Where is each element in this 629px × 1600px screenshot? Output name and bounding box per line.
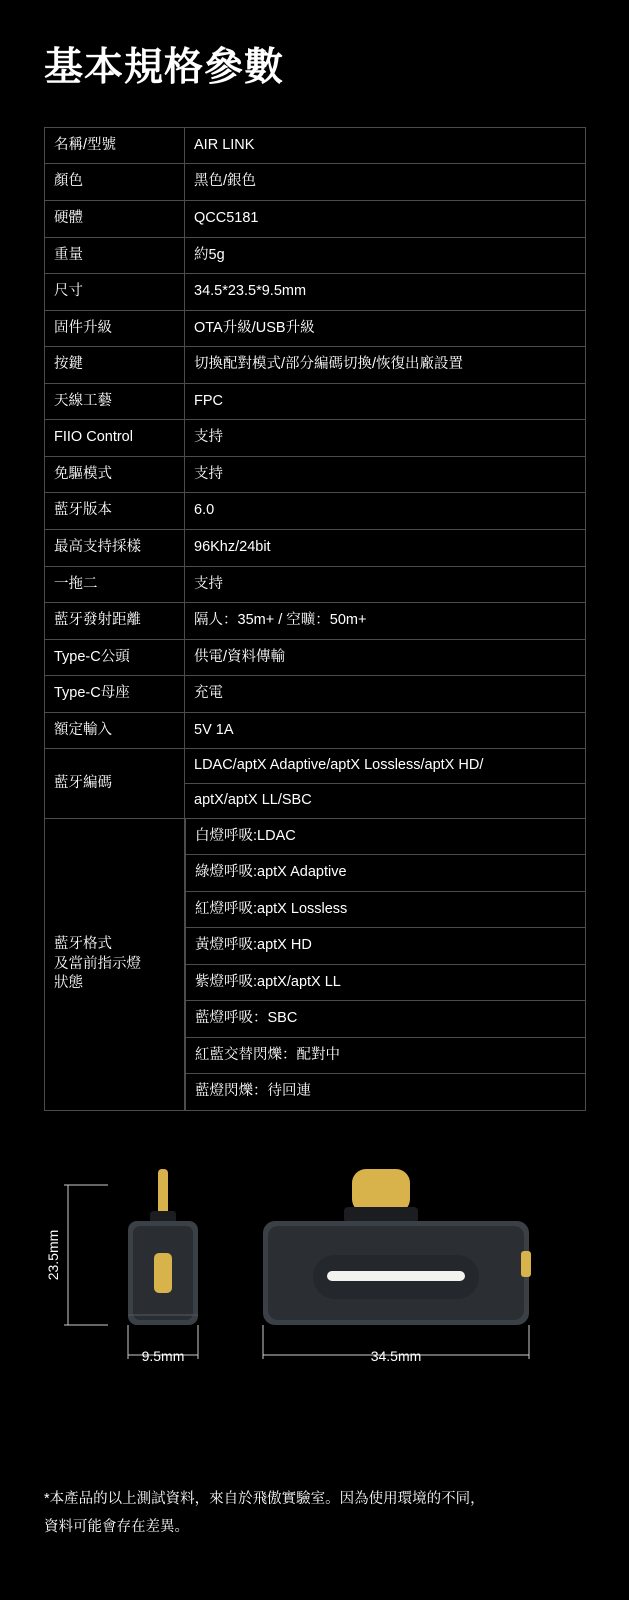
spec-label: 尺寸: [45, 274, 185, 311]
list-item: [186, 819, 586, 855]
table-row: [45, 530, 586, 567]
table-row: [45, 676, 586, 713]
table-row: [45, 456, 586, 493]
page-title: 基本規格參數: [44, 46, 285, 89]
spec-value: 6.0: [185, 493, 586, 530]
spec-label: 免驅模式: [45, 456, 185, 493]
list-item: [186, 1074, 586, 1110]
dimension-drawing-svg: [0, 1163, 629, 1433]
spec-value: 5V 1A: [185, 712, 586, 749]
table-row: [45, 639, 586, 676]
spec-value: 約5g: [185, 237, 586, 274]
spec-label: 藍牙版本: [45, 493, 185, 530]
table-row: [45, 603, 586, 640]
table-row: [45, 347, 586, 384]
table-row: [45, 566, 586, 603]
table-row-bluetooth-codec: [45, 749, 586, 818]
spec-label: 最高支持採樣: [45, 530, 185, 567]
table-row: [45, 127, 586, 164]
led-status-text: 藍燈閃爍：待回連: [186, 1074, 586, 1110]
status-label-line-3: 狀態: [54, 975, 83, 992]
list-item: [186, 855, 586, 892]
spec-value: 切換配對模式/部分編碼切換/恢復出廠設置: [185, 347, 586, 384]
spec-value: 供電/資料傳輸: [185, 639, 586, 676]
status-label-line-1: 藍牙格式: [54, 935, 112, 952]
spec-value: [185, 749, 586, 818]
table-row-led-status: [45, 818, 586, 1111]
large-width-dimension-label: 34.5mm: [370, 1348, 422, 1365]
led-status-text: 白燈呼吸:LDAC: [186, 819, 586, 855]
codec-line-group: [185, 749, 585, 817]
spec-value: 支持: [185, 566, 586, 603]
spec-label: 顏色: [45, 164, 185, 201]
spec-value: 支持: [185, 456, 586, 493]
table-row: [45, 237, 586, 274]
spec-label: FIIO Control: [45, 420, 185, 457]
spec-label: Type-C母座: [45, 676, 185, 713]
led-status-text: 紅燈呼吸:aptX Lossless: [186, 891, 586, 928]
spec-value: 黑色/銀色: [185, 164, 586, 201]
spec-value: [185, 818, 586, 1111]
table-row: [45, 493, 586, 530]
list-item: [186, 1001, 586, 1038]
spec-label: [45, 818, 185, 1111]
adapter-side-view: [128, 1169, 198, 1325]
led-status-text: 黃燈呼吸:aptX HD: [186, 928, 586, 965]
product-dimension-diagram: [0, 1163, 629, 1433]
spec-value: FPC: [185, 383, 586, 420]
table-row: [45, 383, 586, 420]
led-status-text: 藍燈呼吸：SBC: [186, 1001, 586, 1038]
small-width-dimension-label: 9.5mm: [141, 1348, 185, 1365]
list-item: [186, 891, 586, 928]
spec-table-body: [45, 127, 586, 1110]
spec-label: 藍牙發射距離: [45, 603, 185, 640]
codec-line-1: LDAC/aptX Adaptive/aptX Lossless/aptX HD/: [185, 749, 585, 784]
specification-table: [44, 127, 586, 1111]
height-dimension-label: 23.5mm: [45, 1229, 61, 1281]
status-label-line-2: 及當前指示燈: [54, 955, 141, 972]
list-item: [186, 964, 586, 1001]
led-status-text: 紅藍交替閃爍：配對中: [186, 1037, 586, 1074]
spec-label: 重量: [45, 237, 185, 274]
spec-label: 按鍵: [45, 347, 185, 384]
codec-line-2: aptX/aptX LL/SBC: [194, 791, 312, 808]
table-row: [45, 274, 586, 311]
table-row: [45, 420, 586, 457]
led-status-text: 紫燈呼吸:aptX/aptX LL: [186, 964, 586, 1001]
height-dimension-bracket: [64, 1185, 108, 1325]
list-item: [186, 928, 586, 965]
footnote: [44, 1485, 589, 1542]
table-row: [45, 164, 586, 201]
table-row: [45, 712, 586, 749]
spec-label: 額定輸入: [45, 712, 185, 749]
led-status-body: [186, 819, 586, 1111]
adapter-front-view: [263, 1169, 531, 1325]
table-row: [45, 200, 586, 237]
spec-value: OTA升級/USB升級: [185, 310, 586, 347]
footnote-line-1: *本產品的以上測試資料，來自於飛傲實驗室。因為使用環境的不同，: [44, 1491, 485, 1508]
spec-label: 天線工藝: [45, 383, 185, 420]
footnote-line-2: 資料可能會存在差異。: [44, 1519, 189, 1536]
list-item: [186, 1037, 586, 1074]
spec-value: 隔人：35m+ / 空曠：50m+: [185, 603, 586, 640]
spec-value: QCC5181: [185, 200, 586, 237]
table-row: [45, 310, 586, 347]
spec-value: 支持: [185, 420, 586, 457]
spec-label: 名稱/型號: [45, 127, 185, 164]
spec-value: 34.5*23.5*9.5mm: [185, 274, 586, 311]
spec-label: 固件升級: [45, 310, 185, 347]
spec-value: 96Khz/24bit: [185, 530, 586, 567]
spec-label: 一拖二: [45, 566, 185, 603]
spec-label: Type-C公頭: [45, 639, 185, 676]
spec-value: 充電: [185, 676, 586, 713]
led-status-table: [185, 819, 585, 1111]
spec-label: 硬體: [45, 200, 185, 237]
led-status-text: 綠燈呼吸:aptX Adaptive: [186, 855, 586, 892]
spec-value: AIR LINK: [185, 127, 586, 164]
spec-label: 藍牙編碼: [45, 749, 185, 818]
